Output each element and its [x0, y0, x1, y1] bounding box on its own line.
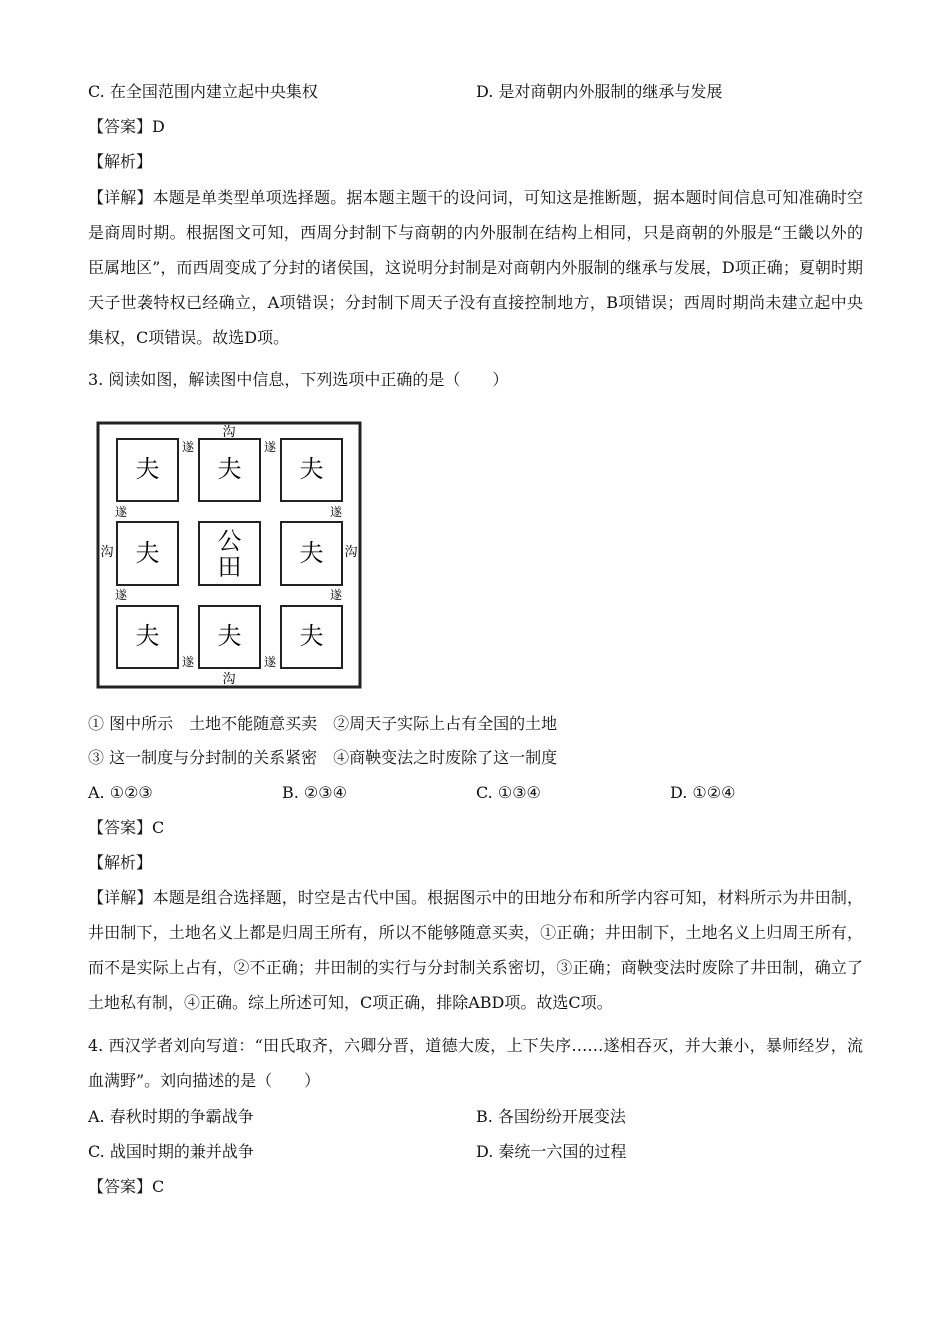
- svg-text:田: 田: [217, 553, 242, 581]
- field-private: [199, 439, 260, 501]
- q3-analysis-label: 【解析】: [88, 853, 153, 872]
- svg-text:夫: 夫: [299, 539, 324, 567]
- answer-value: D: [152, 117, 165, 136]
- channel-label-sui: 遂: [181, 440, 195, 454]
- field-private: [117, 606, 178, 668]
- q3-option-c: C. ①③④: [476, 783, 541, 802]
- svg-text:夫: 夫: [135, 455, 160, 483]
- svg-text:夫: 夫: [217, 622, 242, 650]
- q3-stem: 3. 阅读如图，解读图中信息，下列选项中正确的是（ ）: [88, 370, 509, 389]
- q2-answer-line: [88, 117, 165, 137]
- q4-stem: 4. 西汉学者刘向写道：“田氏取齐，六卿分晋，道德大废，上下失序……遂相吞灭，并大兼小，暴师经岁，流血满野”。刘向描述的是（ ）: [88, 1036, 863, 1090]
- q3-option-b: B. ②③④: [282, 783, 347, 802]
- field-private: [199, 606, 260, 668]
- answer-label: 【答案】: [88, 117, 153, 136]
- svg-text:夫: 夫: [135, 622, 160, 650]
- field-private: [117, 522, 178, 585]
- q4-option-d: D. 秦统一六国的过程: [476, 1142, 627, 1161]
- svg-text:夫: 夫: [299, 455, 324, 483]
- answer-value: C: [152, 1177, 165, 1196]
- channel-label-sui: 遂: [263, 440, 277, 454]
- q4-option-a: A. 春秋时期的争霸战争: [88, 1107, 254, 1126]
- field-public: [199, 522, 260, 585]
- channel-label-sui: 遂: [329, 505, 343, 519]
- answer-label: 【答案】: [88, 818, 153, 837]
- svg-text:夫: 夫: [299, 622, 324, 650]
- field-private: [281, 439, 342, 501]
- svg-text:夫: 夫: [135, 539, 160, 567]
- q4-option-c: C. 战国时期的兼并战争: [88, 1142, 254, 1161]
- q3-option-a: A. ①②③: [88, 783, 153, 802]
- well-field-diagram: [96, 421, 362, 689]
- q4-option-b: B. 各国纷纷开展变法: [476, 1107, 626, 1126]
- q3-statement-2: ③ 这一制度与分封制的关系紧密 ④商鞅变法之时废除了这一制度: [88, 748, 558, 767]
- q2-analysis-label: 【解析】: [88, 152, 153, 171]
- svg-text:公: 公: [217, 527, 242, 555]
- q3-detail: 【详解】本题是组合选择题，时空是古代中国。根据图示中的田地分布和所学内容可知，材料所示为井田制，井田制下，土地名义上都是归周王所有，所以不能够随意买卖，①正确；井田制下，土地名义上归周王所有，而不是实际上占有，②不正确；井田制的实行与分封制关系密切，③正确；商鞅变法时废除了井田制，确立了土地私有制，④正确。综上所述可知，C项正确，排除ABD项。故选C项。: [88, 888, 863, 1012]
- answer-value: C: [152, 818, 165, 837]
- q2-detail: 【详解】本题是单类型单项选择题。据本题主题干的设问词，可知这是推断题，据本题时间信息可知准确时空是商周时期。根据图文可知，西周分封制下与商朝的内外服制在结构上相同，只是商朝的外服是“王畿以外的臣属地区”，而西周变成了分封的诸侯国，这说明分封制是对商朝内外服制的继承与发展，D项正确；夏朝时期天子世袭特权已经确立，A项错误；分封制下周天子没有直接控制地方，B项错误；西周时期尚未建立起中央集权，C项错误。故选D项。: [88, 188, 863, 347]
- q4-answer-line: [88, 1177, 164, 1197]
- channel-label-sui: 遂: [114, 505, 128, 519]
- q3-answer-line: [88, 818, 164, 838]
- q2-option-d: D. 是对商朝内外服制的继承与发展: [476, 82, 723, 101]
- channel-label-gou: 沟: [100, 545, 114, 560]
- channel-label-sui: 遂: [263, 655, 277, 669]
- svg-text:夫: 夫: [217, 455, 242, 483]
- channel-label-gou: 沟: [222, 425, 236, 440]
- q3-option-d: D. ①②④: [670, 783, 736, 802]
- field-private: [281, 522, 342, 585]
- field-private: [281, 606, 342, 668]
- channel-label-sui: 遂: [329, 588, 343, 602]
- channel-label-sui: 遂: [181, 655, 195, 669]
- field-private: [117, 439, 178, 501]
- channel-label-gou: 沟: [344, 545, 358, 560]
- q3-statement-1: ① 图中所示 土地不能随意买卖 ②周天子实际上占有全国的土地: [88, 714, 558, 733]
- channel-label-gou: 沟: [222, 672, 236, 687]
- channel-label-sui: 遂: [114, 588, 128, 602]
- q2-option-c: C. 在全国范围内建立起中央集权: [88, 82, 318, 101]
- answer-label: 【答案】: [88, 1177, 153, 1196]
